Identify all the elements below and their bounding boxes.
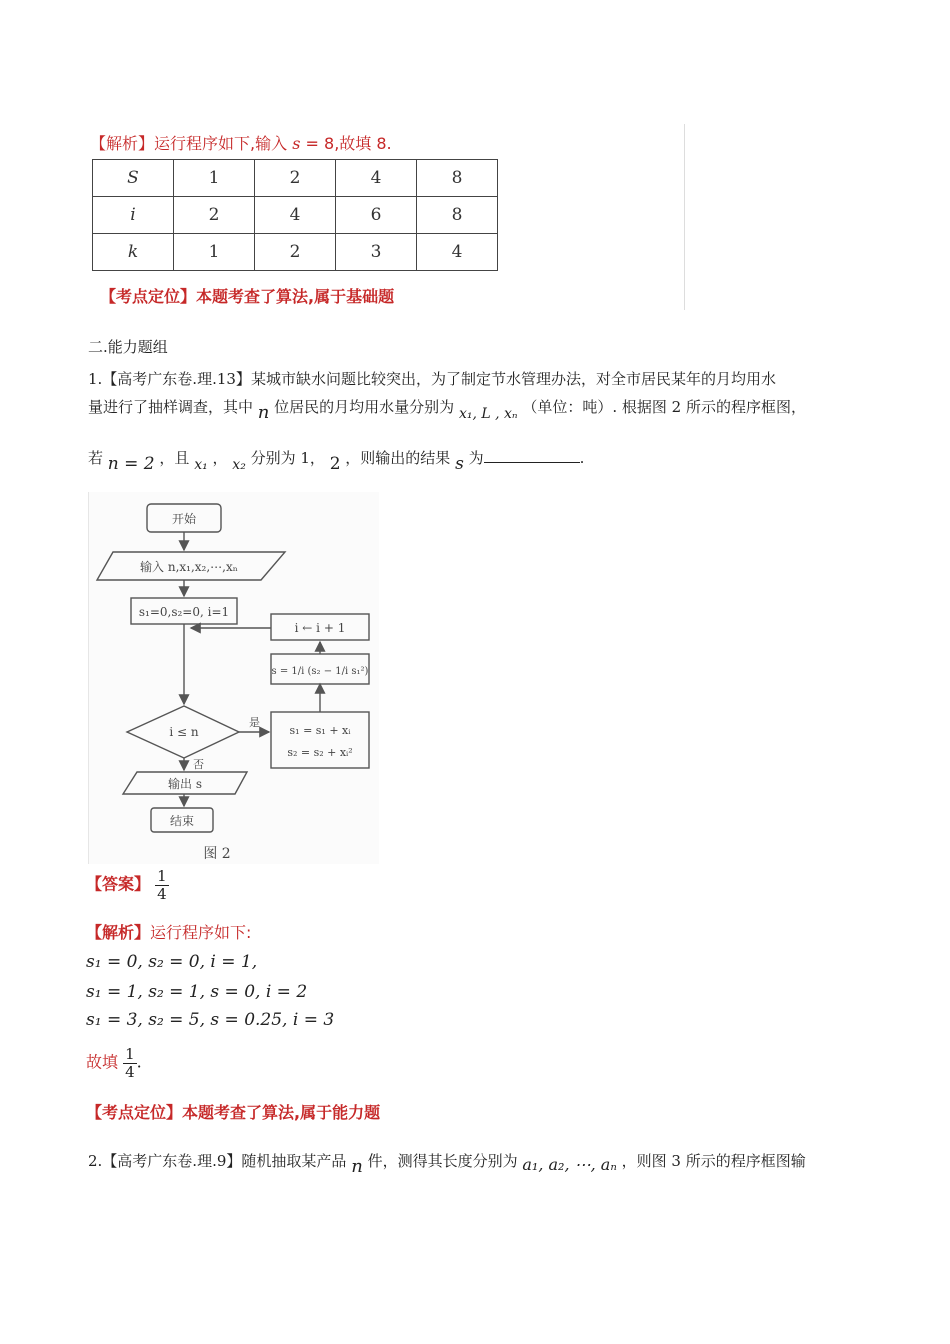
analysis-label: 【解析】 xyxy=(90,134,155,153)
answer-den: 4 xyxy=(157,884,167,903)
init-label: s₁=0,s₂=0, i=1 xyxy=(138,605,230,619)
table-cell: i xyxy=(93,197,174,234)
table-row xyxy=(93,197,498,234)
analysis-var: s xyxy=(292,134,301,153)
update-node xyxy=(271,712,369,768)
section-title: 二.能力题组 xyxy=(88,338,168,356)
q1-text-2a: 量进行了抽样调查，其中 xyxy=(88,398,254,416)
q1-end: . xyxy=(579,449,585,467)
run-table xyxy=(92,159,498,271)
analysis2-head xyxy=(86,920,251,943)
answer-label: 【答案】 xyxy=(86,874,151,894)
table-cell: 8 xyxy=(417,160,498,197)
q1-x-seq: x₁, L , xₙ xyxy=(458,406,518,422)
q1-x1: x₁ xyxy=(194,457,208,473)
fill-line xyxy=(86,1046,142,1080)
q1-line-3 xyxy=(88,448,585,474)
table-cell: 3 xyxy=(336,234,417,271)
fill-label: 故填 xyxy=(86,1052,119,1072)
q2-seq: a₁, a₂, ⋯, aₙ xyxy=(522,1155,617,1174)
point2-line xyxy=(86,1100,380,1123)
point-line-1 xyxy=(100,284,394,307)
q1-line-2 xyxy=(88,398,806,423)
table-cell: S xyxy=(93,160,174,197)
q1-two: 2 xyxy=(329,454,341,474)
fill-num: 1 xyxy=(125,1045,135,1063)
input-label: 输入 n,x₁,x₂,⋯,xₙ xyxy=(140,560,238,574)
point-text: 本题考查了算法,属于基础题 xyxy=(196,287,395,306)
q1-x2: x₂ xyxy=(232,457,246,473)
table-cell: 4 xyxy=(336,160,417,197)
start-label: 开始 xyxy=(171,512,197,526)
table-cell: k xyxy=(93,234,174,271)
analysis-text: 运行程序如下,输入 xyxy=(154,134,288,153)
analysis2-label: 【解析】 xyxy=(86,923,151,942)
table-row xyxy=(93,160,498,197)
q2-text-b: 件，测得其长度分别为 xyxy=(367,1152,518,1170)
table-cell: 1 xyxy=(174,234,255,271)
yes-label: 是 xyxy=(249,716,260,729)
answer-num: 1 xyxy=(157,867,167,885)
table-cell: 2 xyxy=(255,234,336,271)
table-cell: 2 xyxy=(174,197,255,234)
q1-text-3e: 为 xyxy=(468,449,484,467)
q2-line-1 xyxy=(88,1152,806,1177)
q1-var-s: s xyxy=(455,454,464,474)
analysis-line-1 xyxy=(90,131,392,154)
fill-fraction xyxy=(123,1046,137,1080)
q1-comma: ， xyxy=(212,449,228,467)
point-label: 【考点定位】 xyxy=(100,287,197,306)
q2-var-n: n xyxy=(351,1156,363,1177)
fill-den: 4 xyxy=(125,1062,135,1081)
cond-label: i ≤ n xyxy=(169,725,199,739)
no-label: 否 xyxy=(193,758,204,771)
table-cell: 4 xyxy=(417,234,498,271)
update1-label: s₁ = s₁ + xᵢ xyxy=(289,724,351,737)
q1-n-eq: n = 2 xyxy=(107,454,155,474)
table-cell: 8 xyxy=(417,197,498,234)
point2-label: 【考点定位】 xyxy=(86,1103,183,1122)
q1-text-3d: ，则输出的结果 xyxy=(345,449,451,467)
q1-text-3a: 若 xyxy=(88,449,104,467)
q1-line-1 xyxy=(88,372,776,387)
answer-fraction xyxy=(155,868,169,902)
table-cell: 4 xyxy=(255,197,336,234)
answer-blank xyxy=(484,448,580,463)
incr-label: i ← i + 1 xyxy=(294,621,346,635)
q1-text-1: 某城市缺水问题比较突出，为了制定节水管理办法，对全市居民某年的月均用水 xyxy=(250,370,776,388)
table-cell: 1 xyxy=(174,160,255,197)
table-row xyxy=(93,234,498,271)
table-cell: 2 xyxy=(255,160,336,197)
flow-caption: 图 2 xyxy=(203,846,231,862)
end-label: 结束 xyxy=(169,814,195,828)
analysis2-step-2: s₁ = 1, s₂ = 1, s = 0, i = 2 xyxy=(86,982,308,1002)
q1-var-n: n xyxy=(257,402,270,423)
flowchart xyxy=(88,492,379,864)
q1-text-3c: 分别为 1， xyxy=(250,449,325,467)
q2-text-c: ，则图 3 所示的程序框图输 xyxy=(621,1152,806,1170)
q1-text-2b: 位居民的月均用水量分别为 xyxy=(274,398,455,416)
answer-line xyxy=(86,868,169,902)
q2-text-a: 随机抽取某产品 xyxy=(241,1152,347,1170)
calc-label: s = 1/i (s₂ − 1/i s₁²) xyxy=(271,666,369,677)
table-cell: 6 xyxy=(336,197,417,234)
q1-source: 1.【高考广东卷.理.13】 xyxy=(88,370,251,388)
point2-text: 本题考查了算法,属于能力题 xyxy=(182,1103,381,1122)
q1-text-3b: ，且 xyxy=(159,449,190,467)
q1-text-2c: （单位：吨）. 根据图 2 所示的程序框图， xyxy=(522,398,806,416)
fill-end: . xyxy=(136,1052,142,1072)
analysis2-step-3: s₁ = 3, s₂ = 5, s = 0.25, i = 3 xyxy=(86,1010,335,1030)
analysis2-step-1: s₁ = 0, s₂ = 0, i = 1, xyxy=(86,952,258,972)
flowchart-svg xyxy=(89,492,379,864)
analysis-eq: = 8 xyxy=(305,134,335,153)
output-label: 输出 s xyxy=(168,777,202,791)
analysis2-text: 运行程序如下: xyxy=(150,923,252,942)
update2-label: s₂ = s₂ + xᵢ² xyxy=(287,746,353,759)
analysis-tail: ,故填 8. xyxy=(334,134,392,153)
q2-source: 2.【高考广东卷.理.9】 xyxy=(88,1152,242,1170)
